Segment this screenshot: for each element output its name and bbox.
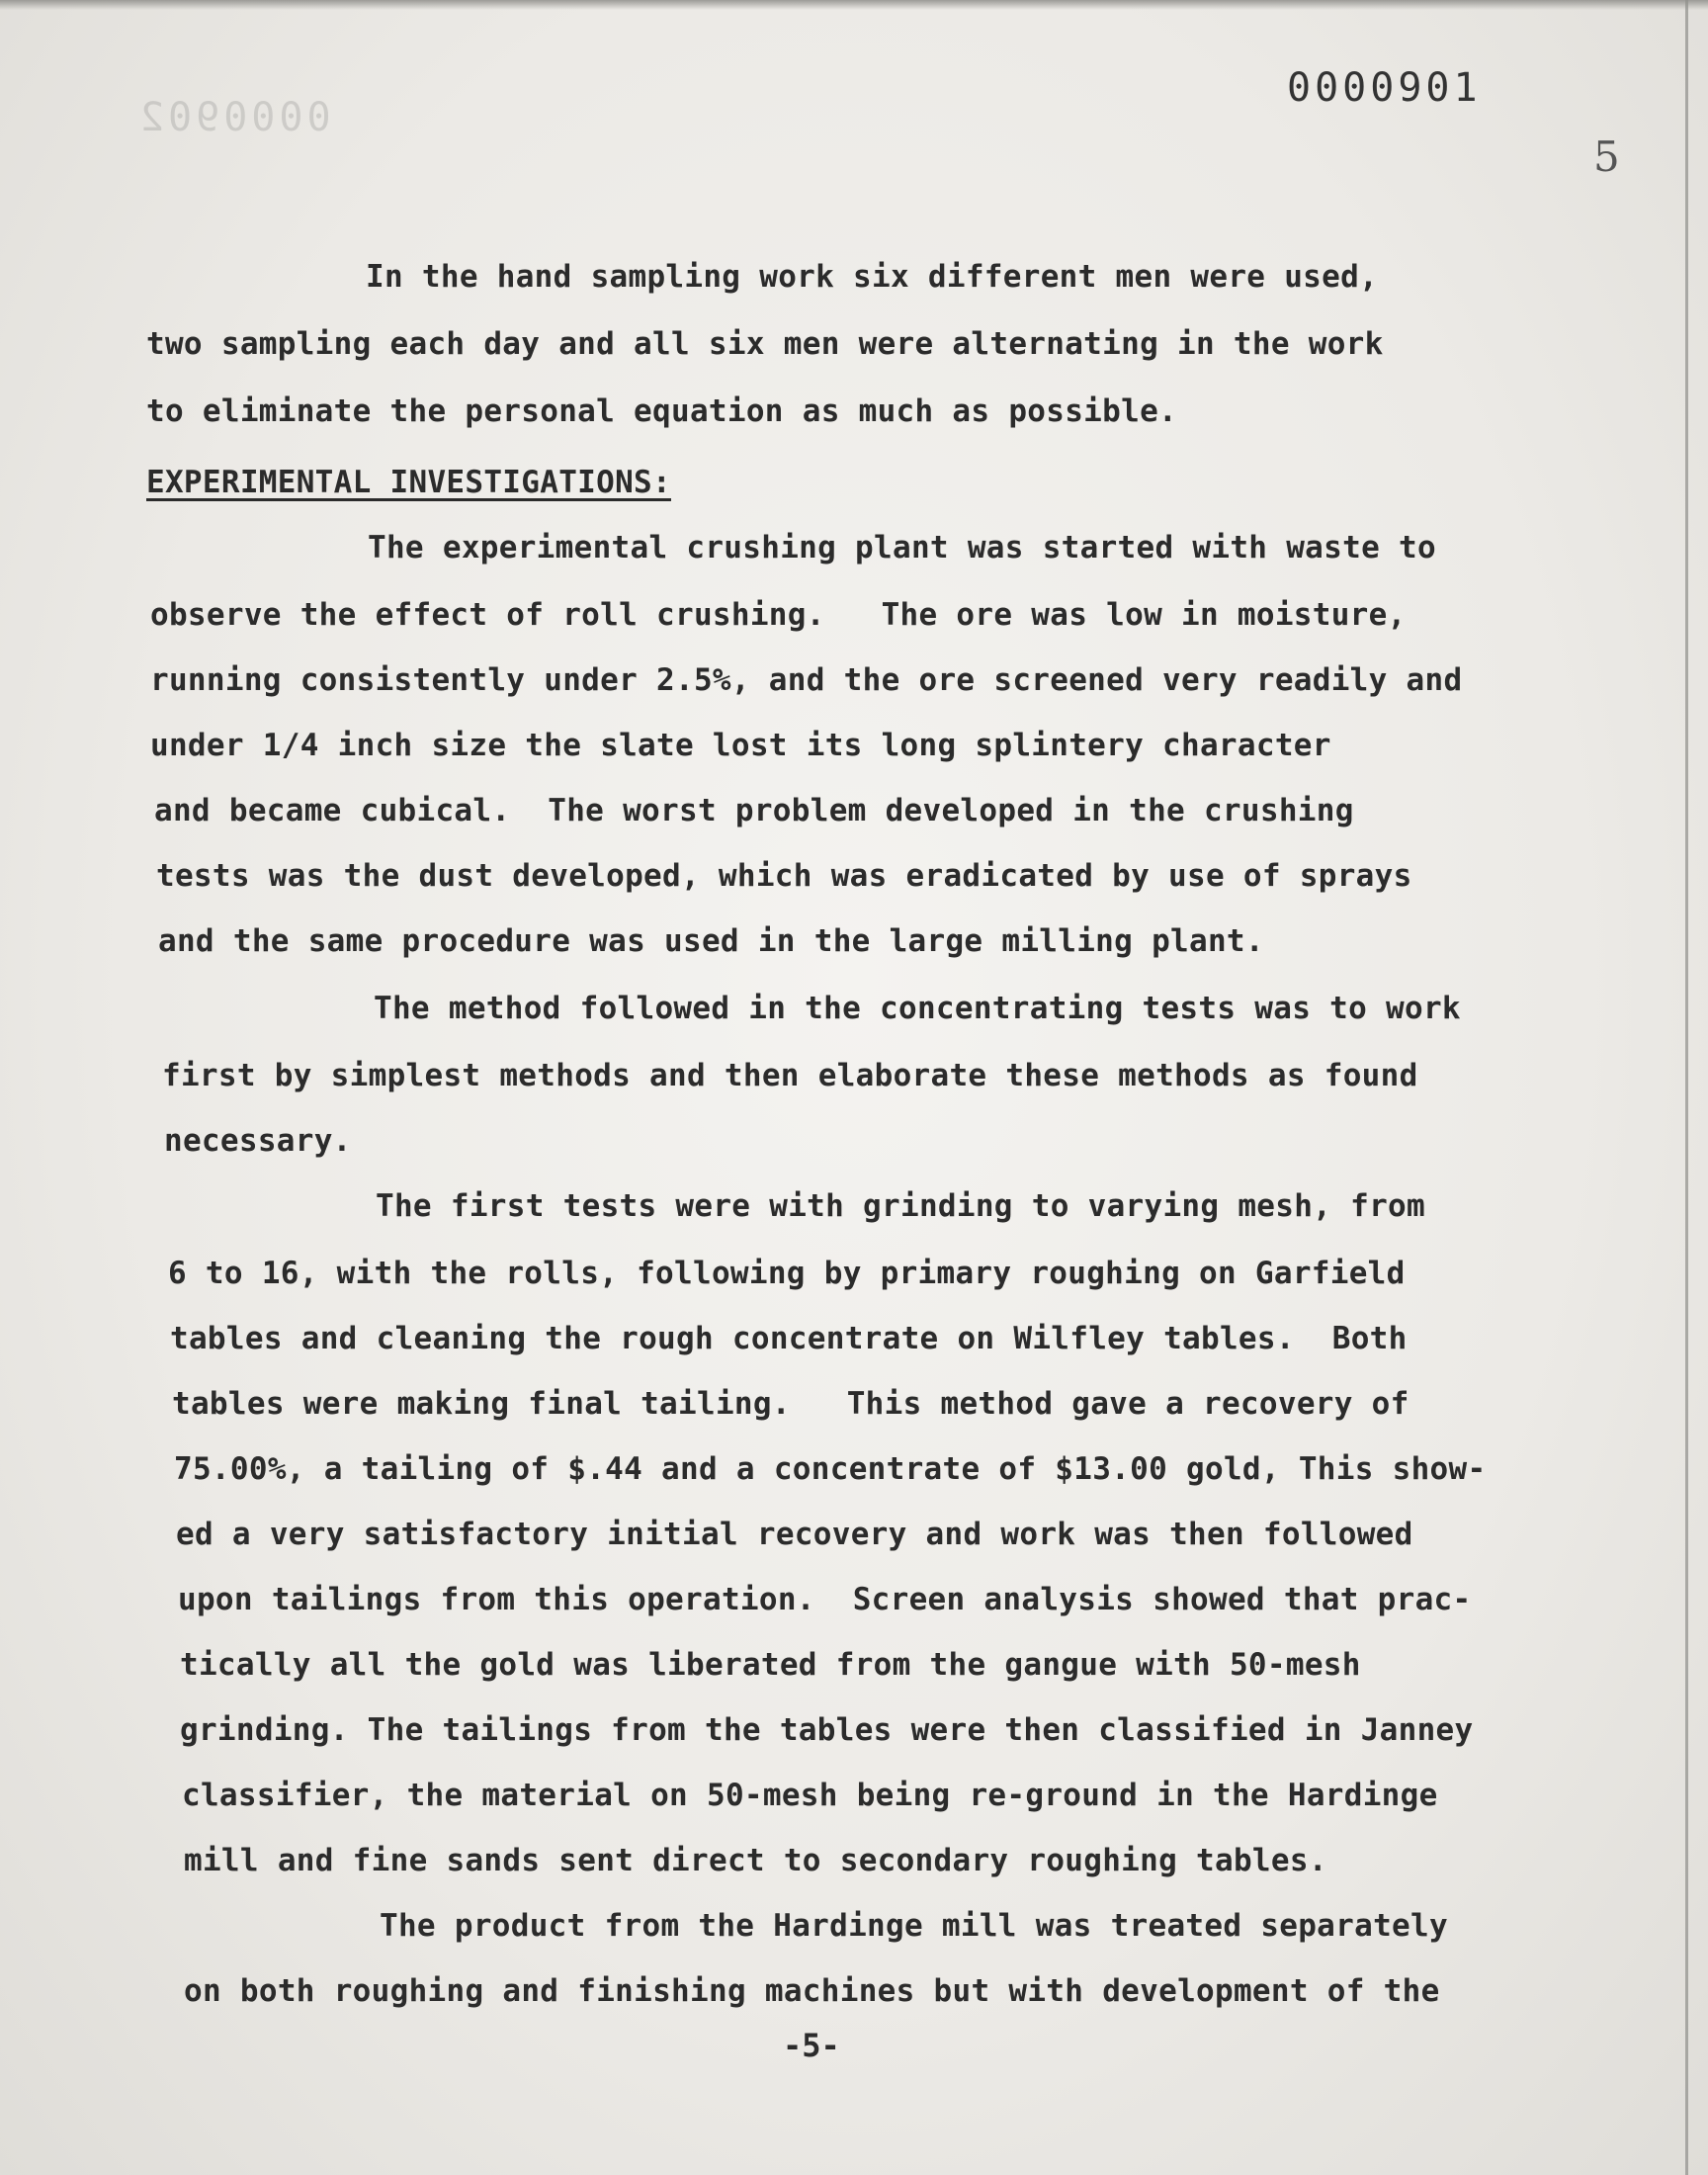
text-line: In the hand sampling work six different men were used, [366,259,1379,295]
text-line: The method followed in the concentrating tests was to work [374,991,1461,1026]
text-line: and became cubical. The worst problem developed in the crushing [154,793,1354,828]
text-line: 75.00%, a tailing of $.44 and a concentrate of $13.00 gold, This show- [174,1451,1487,1487]
text-line: classifier, the material on 50-mesh being re-ground in the Hardinge [182,1778,1438,1813]
text-line: tically all the gold was liberated from the gangue with 50-mesh [180,1647,1361,1683]
text-line: and the same procedure was used in the large milling plant. [158,923,1264,959]
text-line: The first tests were with grinding to varying mesh, from [376,1188,1425,1224]
document-stamp-number: 0000901 [1287,65,1482,111]
section-heading: EXPERIMENTAL INVESTIGATIONS: [146,465,671,500]
scan-right-edge [1685,0,1688,2175]
scan-top-edge [0,0,1708,10]
handwritten-page-number: 5 [1593,132,1620,181]
text-line: to eliminate the personal equation as much as possible. [146,393,1177,429]
text-line: observe the effect of roll crushing. The ore was low in moisture, [150,597,1407,633]
text-line: two sampling each day and all six men were alternating in the work [146,326,1384,362]
text-line: tests was the dust developed, which was eradicated by use of sprays [156,858,1412,894]
text-line: tables and cleaning the rough concentrate on Wilfley tables. Both [170,1321,1408,1356]
text-line: ed a very satisfactory initial recovery and work was then followed [176,1517,1413,1552]
text-line: The experimental crushing plant was started with waste to [368,530,1436,566]
text-line: under 1/4 inch size the slate lost its long splintery character [150,728,1331,763]
text-line: 6 to 16, with the rolls, following by primary roughing on Garfield [168,1256,1406,1291]
text-line: running consistently under 2.5%, and the ore screened very readily and [150,662,1463,698]
text-line: necessary. [164,1123,352,1159]
text-line: on both roughing and finishing machines but with development of the [184,1973,1440,2009]
text-line: first by simplest methods and then elaborate these methods as found [162,1058,1418,1093]
text-line: mill and fine sands sent direct to secondary roughing tables. [184,1843,1327,1878]
text-line: upon tailings from this operation. Screen analysis showed that prac- [178,1582,1472,1617]
text-line: tables were making final tailing. This method gave a recovery of [172,1386,1409,1422]
text-line: grinding. The tailings from the tables were then classified in Janney [180,1712,1474,1748]
bleed-through-stamp: 0000902 [136,95,331,140]
page-footer-number: -5- [783,2027,840,2064]
text-line: The product from the Hardinge mill was treated separately [380,1908,1448,1944]
